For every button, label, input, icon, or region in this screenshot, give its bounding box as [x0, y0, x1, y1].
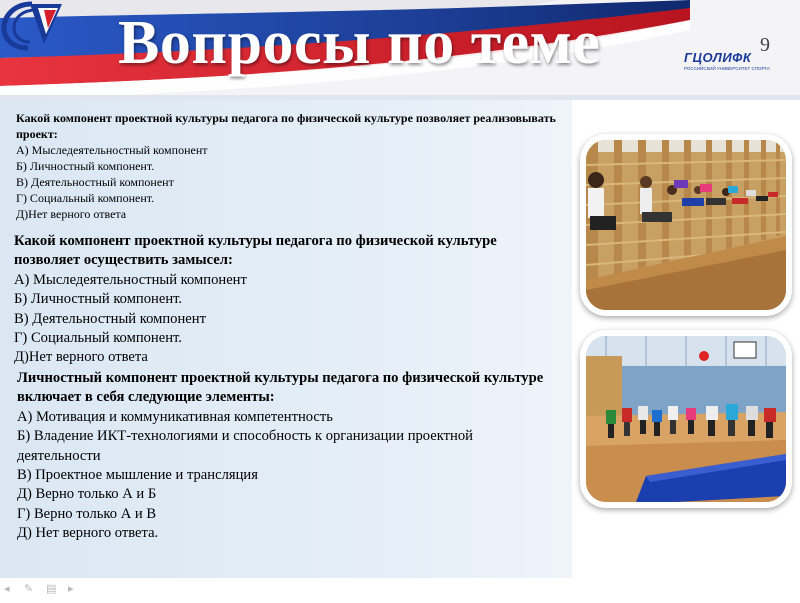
answer-option: Д) Верно только А и Б — [17, 486, 157, 503]
gym-class-image — [586, 336, 786, 502]
answer-option: В) Деятельностный компонент — [14, 310, 206, 327]
page-title: Вопросы по теме — [118, 9, 601, 77]
answer-option: А) Мотивация и коммуникативная компетентность — [17, 408, 333, 425]
university-logo-icon — [0, 0, 70, 56]
wall-bars-image — [586, 140, 786, 310]
answer-option: Б) Владение ИКТ-технологиями и способность к организации проектной деятельности — [17, 428, 473, 464]
logo-subtext: РОССИЙСКИЙ УНИВЕРСИТЕТ СПОРТА — [684, 66, 770, 71]
question-block-1 — [16, 110, 556, 222]
question-title: Личностный компонент проектной культуры педагога по физической культуре включает в себя следующие элементы: — [17, 370, 544, 406]
slide-footer — [0, 578, 800, 603]
menu-icon[interactable]: ▤ — [46, 582, 57, 595]
answer-option: Г) Социальный компонент. — [14, 330, 182, 347]
answer-option: Д) Нет верного ответа. — [17, 525, 159, 542]
photo-wall-bars — [580, 134, 792, 316]
answer-option: Г) Верно только А и В — [17, 505, 157, 522]
answer-option: В) Деятельностный компонент — [16, 175, 174, 189]
question-title: Какой компонент проектной культуры педагога по физической культуре позволяет осуществить замысел: — [14, 233, 497, 269]
answer-option: Б) Личностный компонент. — [14, 291, 183, 308]
answer-option: Г) Социальный компонент. — [16, 191, 155, 205]
answer-option: В) Проектное мышление и трансляция — [17, 467, 258, 484]
pen-icon[interactable]: ✎ — [24, 582, 34, 595]
answer-option: Б) Личностный компонент. — [16, 159, 155, 173]
answer-option: Д)Нет верного ответа — [14, 349, 148, 366]
header-banner — [0, 0, 800, 100]
photo-gym-class — [580, 330, 792, 508]
arrow-right-icon[interactable]: ▸ — [68, 582, 74, 595]
logo-text: ГЦОЛИФК — [684, 50, 752, 65]
arrow-left-icon[interactable]: ◂ — [4, 582, 10, 595]
slide-number: 9 — [760, 34, 770, 56]
answer-option: А) Мыследеятельностный компонент — [16, 143, 208, 157]
question-block-2 — [14, 232, 559, 368]
question-block-3 — [17, 369, 557, 544]
answer-option: Д)Нет верного ответа — [16, 207, 127, 221]
question-title: Какой компонент проектной культуры педагога по физической культуре позволяет реализовывать проект: — [16, 111, 556, 141]
answer-option: А) Мыследеятельностный компонент — [14, 271, 247, 288]
